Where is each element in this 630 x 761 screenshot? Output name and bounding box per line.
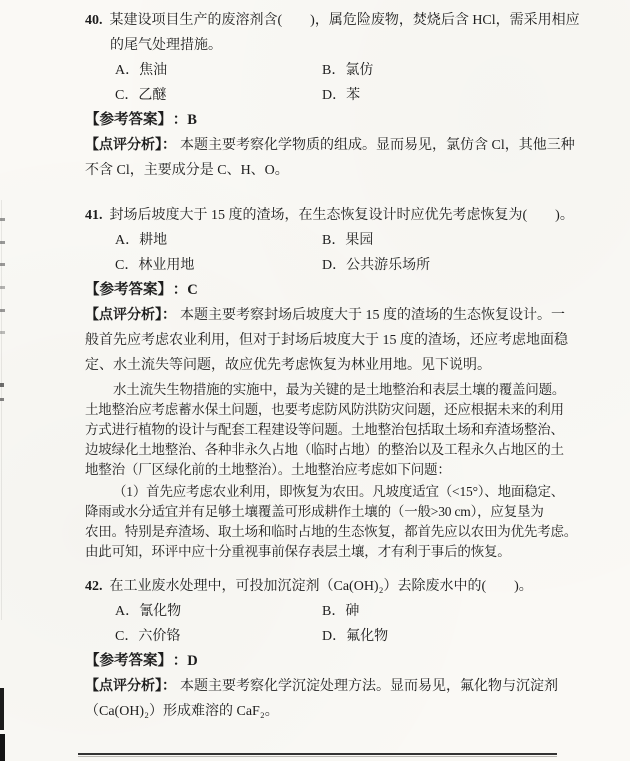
question-42-option-c: C．六价铬: [115, 629, 181, 644]
question-42-reference-answer: [85, 649, 565, 674]
question-42-options: [85, 599, 565, 649]
question-42-analysis-line-1: [85, 674, 565, 699]
note-line: 地整治（厂区绿化前的土地整治）。土地整治应考虑如下问题：: [85, 462, 451, 477]
analysis-label: 【点评分析】：: [85, 308, 176, 323]
question-40-option-c: C．乙醚: [115, 88, 167, 103]
scan-artifact: [0, 383, 4, 387]
question-41-option-d: D．公共游乐场所: [322, 258, 431, 273]
question-41-number: 41.: [85, 208, 103, 223]
reference-answer-value: ：D: [172, 653, 198, 669]
question-40-option-b: B．氯仿: [322, 63, 374, 78]
analysis-text: 本题主要考察封场后坡度大于 15 度的渣场的生态恢复设计。一: [180, 308, 565, 323]
note-line: 土地整治应考虑蓄水保土问题，也要考虑防风防洪防灾问题，还应根据未来的利用: [85, 402, 564, 417]
scan-artifact: [0, 286, 5, 289]
scan-artifact: [0, 688, 4, 730]
reference-answer-label: 【参考答案】: [85, 112, 165, 128]
question-41-text: 封场后坡度大于 15 度的渣场，在生态恢复设计时应优先考虑恢复为( )。: [109, 208, 574, 223]
question-41-note-paragraph-1: [85, 380, 565, 480]
reference-answer-label: 【参考答案】: [85, 653, 165, 669]
scan-artifact: [0, 241, 5, 244]
question-41-analysis-line-1: [85, 303, 565, 328]
question-40-line-2: 的尾气处理措施。: [110, 38, 222, 53]
question-42-line-1: [85, 574, 565, 599]
note-line: 方式进行植物的设计与配套工程建设等问题。土地整治包括取土场和弃渣场整治、: [85, 422, 564, 437]
note-line: 水土流失生物措施的实施中，最为关键的是土地整治和表层土壤的覆盖问题。: [113, 382, 566, 397]
question-41-analysis-line-3: 定、水土流失等问题，故应优先考虑恢复为林业用地。见下说明。: [85, 358, 491, 373]
note-line: 农田。特别是弃渣场、取土场和临时占地的生态恢复，都首先应以农田为优先考虑。: [85, 524, 578, 539]
question-42-option-d: D．氟化物: [322, 629, 389, 644]
question-40-text: 某建设项目生产的废溶剂含( )，属危险废物，焚烧后含 HCl，需采用相应: [109, 13, 580, 28]
analysis-label: 【点评分析】：: [85, 679, 176, 694]
question-42-text: 在工业废水处理中，可投加沉淀剂（Ca(OH)₂）去除废水中的( )。: [109, 579, 533, 594]
question-41: [85, 203, 578, 562]
note-line: 降雨或水分适宜并有足够土壤覆盖可形成耕作土壤的（一般>30 cm），应复垦为: [85, 504, 544, 519]
analysis-text: 本题主要考察化学沉淀处理方法。显而易见，氟化物与沉淀剂: [180, 679, 558, 694]
question-42: [85, 574, 565, 724]
note-line: （1）首先应考虑农业利用，即恢复为农田。凡坡度适宜（<15°）、地面稳定、: [113, 484, 565, 499]
question-40-line-1: [85, 8, 580, 33]
question-41-line-1: [85, 203, 574, 228]
question-40-option-d: D．苯: [322, 88, 361, 103]
question-42-analysis-line-2: （Ca(OH)₂）形成难溶的 CaF₂。: [85, 704, 279, 719]
scan-artifact: [0, 734, 5, 761]
question-41-analysis-line-2: 般首先应考虑农业利用，但对于封场后坡度大于 15 度的渣场，还应考虑地面稳: [85, 333, 568, 348]
page-bottom-rule: [78, 753, 557, 755]
question-40-option-a: A．焦油: [115, 63, 168, 78]
analysis-text: 本题主要考察化学物质的组成。显而易见，氯仿含 Cl，其他三种: [180, 138, 575, 153]
scan-artifact: [0, 218, 5, 221]
scan-artifact: [0, 331, 5, 334]
note-line: 边坡绿化土地整治、各种非永久占地（临时占地）的整治以及工程永久占地区的土: [85, 442, 564, 457]
question-40-analysis-line-1: [85, 133, 575, 158]
question-42-number: 42.: [85, 579, 103, 594]
question-41-note-paragraph-2: [85, 482, 578, 562]
question-41-option-b: B．果园: [322, 233, 374, 248]
question-40: [85, 8, 580, 183]
question-41-reference-answer: [85, 278, 565, 303]
question-40-reference-answer: [85, 108, 565, 133]
reference-answer-label: 【参考答案】: [85, 282, 165, 298]
page-bottom-rule-shadow: [78, 756, 557, 757]
scan-artifact: [0, 398, 4, 401]
question-40-number: 40.: [85, 13, 103, 28]
question-40-analysis-line-2: 不含 Cl，主要成分是 C、H、O。: [85, 163, 289, 178]
reference-answer-value: ：B: [172, 112, 197, 128]
question-42-option-a: A．氰化物: [115, 604, 182, 619]
question-41-option-a: A．耕地: [115, 233, 168, 248]
question-41-option-c: C．林业用地: [115, 258, 195, 273]
question-42-option-b: B．砷: [322, 604, 360, 619]
scan-artifact: [0, 263, 5, 266]
question-41-options: [85, 228, 565, 278]
note-line: 由此可知，环评中应十分重视事前保存表层土壤，才有利于事后的恢复。: [85, 544, 511, 559]
reference-answer-value: ：C: [172, 282, 198, 298]
page-content: [85, 8, 580, 724]
analysis-label: 【点评分析】：: [85, 138, 176, 153]
question-40-options: [85, 58, 565, 108]
scan-artifact: [0, 309, 5, 312]
